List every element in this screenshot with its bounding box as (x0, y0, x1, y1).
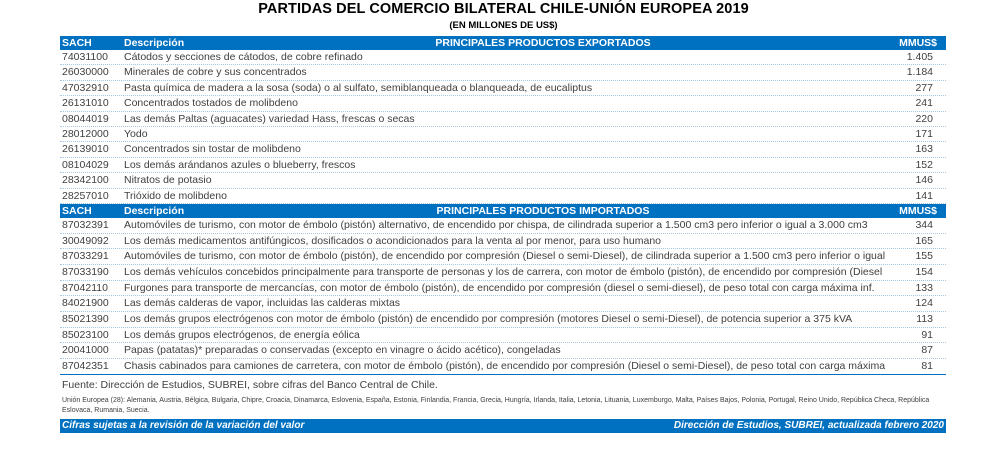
column-header-code: SACH (62, 204, 92, 217)
row-value: 241 (915, 97, 933, 110)
table-row (60, 296, 946, 312)
trade-table (60, 36, 946, 375)
row-description: Yodo (124, 127, 148, 140)
row-code: 08044019 (62, 112, 109, 125)
row-code: 87032391 (62, 218, 109, 231)
row-description: Concentrados sin tostar de molibdeno (124, 143, 301, 156)
column-header-description: Descripción (124, 204, 185, 217)
page-subtitle: (EN MILLONES DE US$) (449, 20, 558, 31)
table-row (60, 234, 946, 250)
imports-section-label: PRINCIPALES PRODUCTOS IMPORTADOS (436, 204, 650, 217)
row-code: 74031100 (62, 51, 108, 63)
row-value: 1.405 (906, 51, 933, 63)
page-title: PARTIDAS DEL COMERCIO BILATERAL CHILE-UNIÓN EUROPEA 2019 (258, 1, 749, 17)
row-code: 85021390 (62, 313, 109, 326)
row-value: 163 (915, 143, 933, 156)
row-code: 26139010 (62, 143, 109, 156)
row-value: 113 (916, 313, 933, 326)
column-header-code: SACH (62, 37, 92, 49)
row-value: 165 (915, 234, 933, 247)
row-description: Cátodos y secciones de cátodos, de cobre refinado (124, 51, 363, 63)
eu-members-note: Unión Europea (28): Alemania, Austria, Bélgica, Bulgaria, Chipre, Croacia, Dinamarca, Eslovenia, España, Estonia, Finlandia, Francia, Grecia, Hungría, Irlanda, Italia, Letonia, Lituania, Luxemburgo, Malta, Países Bajos, Polonia, Portugal, Reino Unido, República Checa, República Eslovaca, Rumania, Suecia. (62, 397, 930, 414)
imports-rows (60, 218, 946, 375)
table-row (60, 112, 946, 127)
row-description: Pasta química de madera a la sosa (soda) o al sulfato, semiblanqueada o blanqueada, de eucaliptus (124, 81, 593, 94)
row-value: 146 (915, 174, 933, 187)
exports-rows (60, 50, 946, 204)
row-code: 26131010 (62, 97, 109, 110)
row-description: Los demás medicamentos antifúngicos, dosificados o acondicionados para la venta al por menor, para uso humano (124, 234, 661, 247)
row-description: Los demás grupos electrógenos, de energía eólica (124, 328, 360, 341)
row-value: 277 (915, 81, 933, 94)
table-row (60, 343, 946, 359)
footer-credit: Dirección de Estudios, SUBREI, actualizada febrero 2020 (673, 420, 944, 431)
row-description: Chasis cabinados para camiones de carretera, con motor de émbolo (pistón), de encendido por compresión (Diesel o semi-Diesel), de peso total con carga máxima (124, 360, 886, 373)
table-row (60, 281, 946, 297)
row-value: 154 (915, 265, 933, 278)
row-description: Automóviles de turismo, con motor de émbolo (pistón), de encendido por compresión (Diesel o semi-Diesel), de cilindrada superior a 1.500 cm3 pero inferior o igual (124, 250, 886, 263)
column-header-description: Descripción (124, 37, 185, 49)
row-description: Los demás arándanos azules o blueberry, frescos (124, 158, 356, 171)
column-header-value: MMUS$ (899, 37, 937, 49)
table-row (60, 127, 946, 142)
row-code: 20041000 (62, 344, 109, 357)
table-row (60, 96, 946, 111)
source-note: Fuente: Dirección de Estudios, SUBREI, sobre cifras del Banco Central de Chile. (62, 379, 438, 391)
row-value: 1.184 (906, 66, 933, 79)
row-code: 85023100 (62, 328, 109, 341)
row-description: Minerales de cobre y sus concentrados (124, 66, 307, 79)
table-row (60, 328, 946, 344)
row-value: 152 (915, 158, 933, 171)
table-row (60, 81, 946, 96)
row-code: 26030000 (62, 66, 109, 79)
table-row (60, 359, 946, 375)
row-value: 155 (915, 250, 933, 263)
column-header-value: MMUS$ (899, 204, 937, 217)
row-code: 87042351 (62, 360, 109, 373)
row-code: 30049092 (62, 234, 109, 247)
table-row (60, 265, 946, 281)
row-description: Las demás calderas de vapor, incluidas las calderas mixtas (124, 297, 401, 310)
row-description: Papas (patatas)* preparadas o conservadas (excepto en vinagre o ácido acético), congeladas (124, 344, 561, 357)
table-row (60, 312, 946, 328)
row-code: 28342100 (62, 174, 109, 187)
table-row (60, 142, 946, 157)
row-description: Las demás Paltas (aguacates) variedad Hass, frescas o secas (124, 112, 415, 125)
row-code: 47032910 (62, 81, 109, 94)
table-row (60, 189, 946, 204)
table-row (60, 158, 946, 173)
row-description: Automóviles de turismo, con motor de émbolo (pistón) alternativo, de encendido por chispa, de cilindrada superior a 1.500 cm3 pero inferior o igual a 3.000 cm3 (124, 218, 868, 231)
row-description: Los demás vehículos concebidos principalmente para transporte de personas y los de carrera, con motor de émbolo (pistón), de encendido por compresión (Diesel (124, 265, 883, 278)
table-row (60, 249, 946, 265)
footer-bar (60, 419, 946, 433)
table-row (60, 50, 946, 65)
row-description: Concentrados tostados de molibdeno (124, 97, 298, 110)
row-value: 220 (915, 112, 933, 125)
row-code: 28012000 (62, 127, 109, 140)
table-row (60, 65, 946, 80)
row-value: 344 (915, 218, 933, 231)
table-row (60, 173, 946, 188)
row-description: Trióxido de molibdeno (124, 189, 227, 202)
row-value: 133 (915, 281, 933, 294)
row-description: Nitratos de potasio (124, 174, 212, 187)
row-value: 171 (915, 127, 933, 140)
row-value: 87 (921, 344, 933, 357)
imports-header (60, 204, 946, 218)
row-description: Los demás grupos electrógenos con motor de émbolo (pistón) de encendido por compresión (motores Diesel o semi-Diesel), de potencia superior a 375 kVA (124, 313, 853, 326)
row-value: 141 (915, 189, 933, 202)
row-code: 87033291 (62, 250, 109, 263)
footer-disclaimer: Cifras sujetas a la revisión de la variación del valor (62, 420, 305, 431)
row-value: 124 (915, 297, 933, 310)
row-value: 81 (921, 360, 933, 373)
row-value: 91 (921, 328, 933, 341)
row-code: 28257010 (62, 189, 109, 202)
exports-header (60, 36, 946, 50)
row-code: 08104029 (62, 158, 109, 171)
row-code: 87042110 (62, 281, 108, 294)
row-code: 87033190 (62, 265, 109, 278)
row-description: Furgones para transporte de mercancías, con motor de émbolo (pistón), de encendido por compresión (diesel o semi-diesel), de peso total con carga máxima inf. (124, 281, 875, 294)
exports-section-label: PRINCIPALES PRODUCTOS EXPORTADOS (435, 37, 651, 49)
table-row (60, 218, 946, 234)
row-code: 84021900 (62, 297, 109, 310)
